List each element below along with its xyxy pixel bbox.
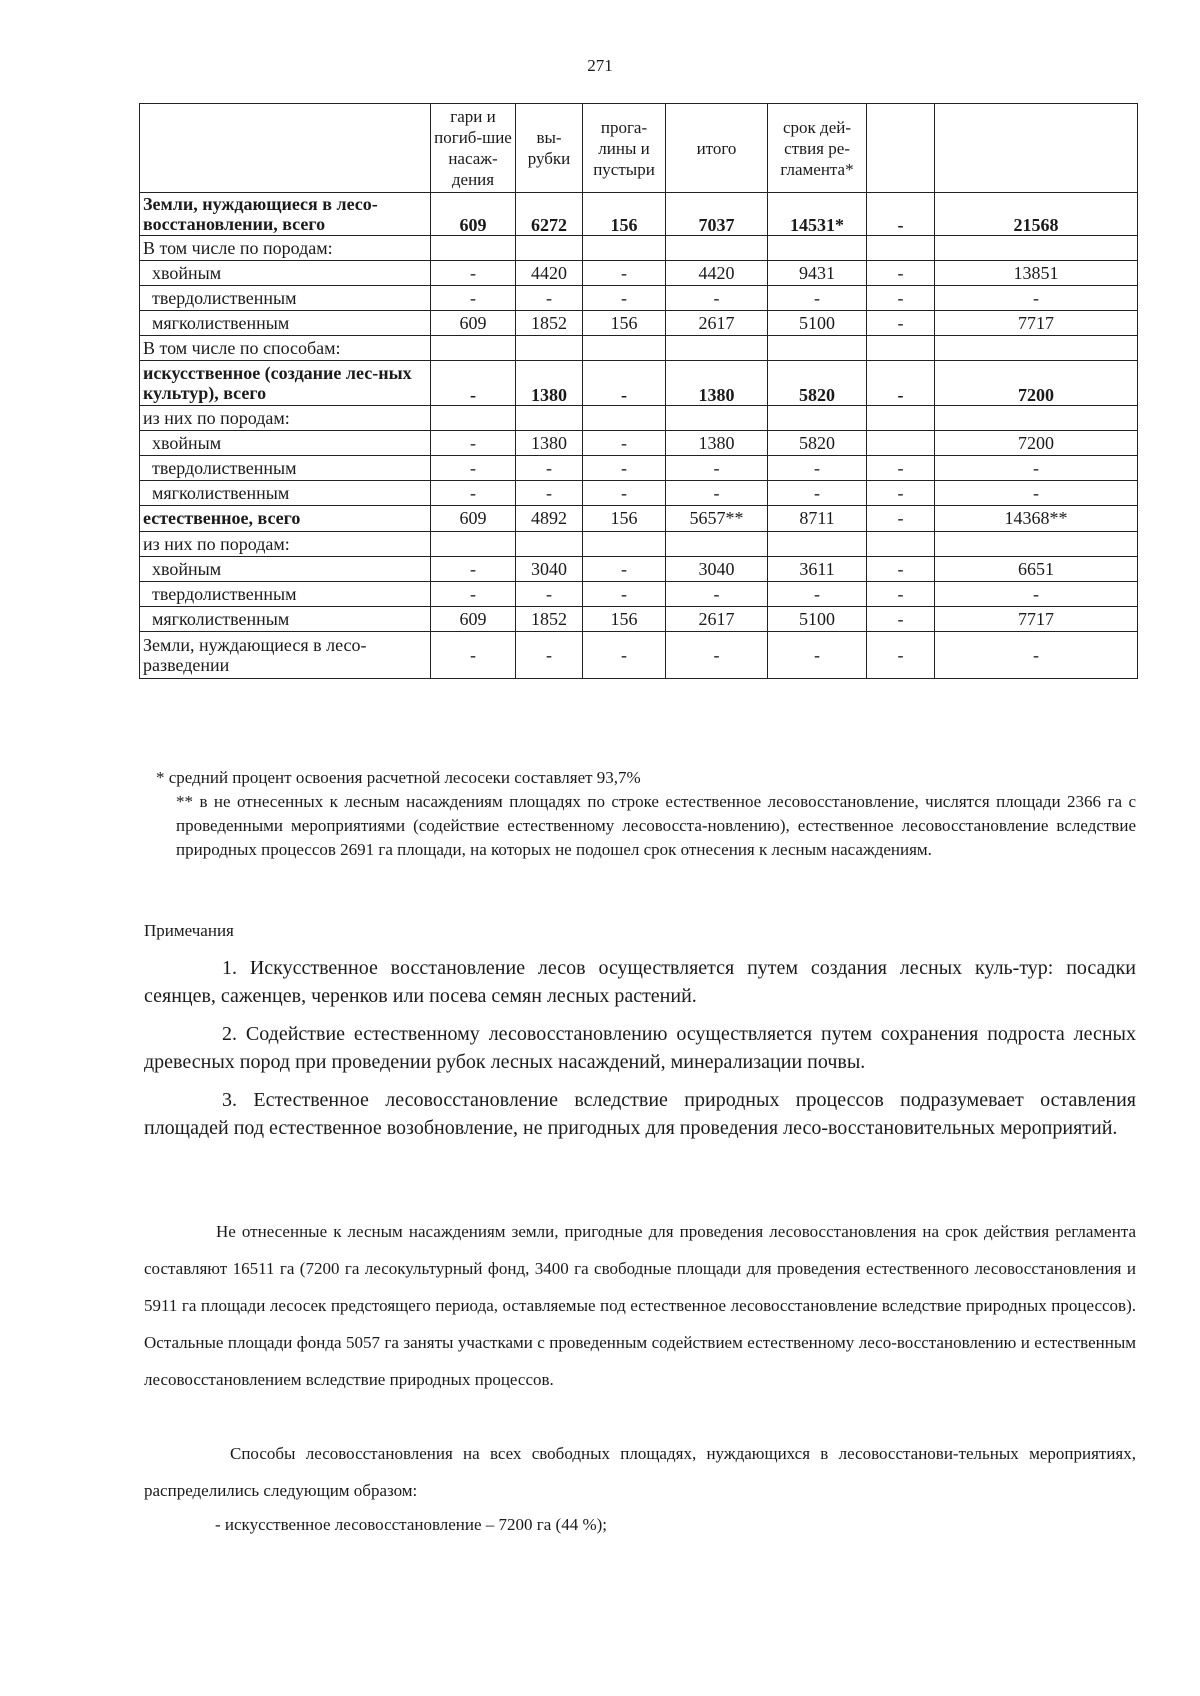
row-label: из них по породам: — [140, 406, 431, 431]
cell: - — [583, 557, 666, 582]
cell: 609 — [431, 193, 516, 236]
table-header-row — [140, 104, 1138, 193]
cell: 156 — [583, 506, 666, 532]
cell: - — [768, 632, 867, 679]
cell: - — [516, 632, 583, 679]
row-label: мягколиственным — [140, 607, 431, 632]
header-grand-total — [935, 104, 1138, 193]
header-label-cell — [140, 104, 431, 193]
cell: - — [867, 506, 935, 532]
cell: - — [935, 286, 1138, 311]
cell: - — [867, 193, 935, 236]
cell: - — [431, 431, 516, 456]
table-row-total — [140, 193, 1138, 236]
cell: - — [935, 582, 1138, 607]
cell: 7717 — [935, 607, 1138, 632]
header-fires: гари и погиб-шие насаж-дения — [431, 104, 516, 193]
row-label: мягколиственным — [140, 311, 431, 336]
header-subtotal: итого — [666, 104, 768, 193]
cell: 2617 — [666, 311, 768, 336]
footnotes — [156, 766, 1136, 862]
row-label: В том числе по породам: — [140, 236, 431, 261]
cell: - — [583, 431, 666, 456]
row-label: Земли, нуждающиеся в лесо-разведении — [140, 632, 431, 679]
table-row — [140, 431, 1138, 456]
cell: 21568 — [935, 193, 1138, 236]
header-blank — [867, 104, 935, 193]
cell: 7037 — [666, 193, 768, 236]
header-glades: прога-лины и пустыри — [583, 104, 666, 193]
cell: 7200 — [935, 361, 1138, 406]
cell: 14531* — [768, 193, 867, 236]
table-row — [140, 607, 1138, 632]
cell: - — [768, 582, 867, 607]
cell: - — [666, 456, 768, 481]
footnote-2: ** в не отнесенных к лесным насаждениям площадях по строке естественное лесовосстановление, числятся площади 2366 га с проведенными мероприятиями (содействие естественному лесовосста-новлению), естественное лесовосстановление вследствие природных процессов 2691 га площади, на которых не подошел срок отнесения к лесным насаждениям. — [176, 792, 1136, 859]
cell: - — [583, 481, 666, 506]
row-label: мягколиственным — [140, 481, 431, 506]
cell: 609 — [431, 311, 516, 336]
cell: 9431 — [768, 261, 867, 286]
cell: - — [867, 286, 935, 311]
row-label: хвойным — [140, 261, 431, 286]
table-row — [140, 286, 1138, 311]
cell: - — [583, 361, 666, 406]
cell: - — [516, 456, 583, 481]
row-label: В том числе по способам: — [140, 336, 431, 361]
cell: - — [867, 361, 935, 406]
notes-list — [144, 954, 1136, 1152]
cell: - — [666, 481, 768, 506]
cell: 5820 — [768, 431, 867, 456]
row-label: хвойным — [140, 557, 431, 582]
footnote-1: * средний процент освоения расчетной лесосеки составляет 93,7% — [156, 768, 641, 787]
table-row-species-heading — [140, 236, 1138, 261]
cell: 6272 — [516, 193, 583, 236]
cell: 14368** — [935, 506, 1138, 532]
table-row-natural — [140, 506, 1138, 532]
body-paragraph-1: Не отнесенные к лесным насаждениям земли, пригодные для проведения лесовосстановления на срок действия регламента составляют 16511 га (7200 га лесокультурный фонд, 3400 га свободные площади для проведения естественного лесовосстановления и 5911 га площади лесосек предстоящего периода, оставляемые под естественное лесовосстановление вследствие природных процессов). Остальные площади фонда 5057 га заняты участками с проведенным содействием естественному лесо-восстановлению и естественным лесовосстановлением вследствие природных процессов. — [144, 1222, 1136, 1389]
cell: - — [583, 261, 666, 286]
cell: - — [666, 632, 768, 679]
cell: - — [583, 582, 666, 607]
row-label: твердолиственным — [140, 456, 431, 481]
cell: - — [935, 632, 1138, 679]
row-label: твердолиственным — [140, 286, 431, 311]
cell: 13851 — [935, 261, 1138, 286]
bullet-item-1: - искусственное лесовосстановление – 7200 га (44 %); — [215, 1515, 608, 1534]
cell: - — [867, 456, 935, 481]
table-row-methods-heading — [140, 336, 1138, 361]
row-label: хвойным — [140, 431, 431, 456]
cell: 4892 — [516, 506, 583, 532]
cell: - — [431, 261, 516, 286]
cell: 156 — [583, 311, 666, 336]
table-row — [140, 261, 1138, 286]
cell: 156 — [583, 607, 666, 632]
cell: 5100 — [768, 311, 867, 336]
note-item-2: 2. Содействие естественному лесовосстановлению осуществляется путем сохранения подроста лесных древесных пород при проведении рубок лесных насаждений, минерализации почвы. — [144, 1023, 1136, 1073]
cell: 1852 — [516, 311, 583, 336]
row-label: Земли, нуждающиеся в лесо-восстановлении, всего — [140, 193, 431, 236]
cell: - — [431, 286, 516, 311]
cell: 4420 — [666, 261, 768, 286]
note-item-1: 1. Искусственное восстановление лесов осуществляется путем создания лесных куль-тур: посадки сеянцев, саженцев, черенков или посева семян лесных растений. — [144, 957, 1136, 1007]
cell: - — [583, 632, 666, 679]
cell: 156 — [583, 193, 666, 236]
cell: 1380 — [666, 361, 768, 406]
cell: 3040 — [666, 557, 768, 582]
cell: - — [431, 557, 516, 582]
cell: 5100 — [768, 607, 867, 632]
cell: - — [867, 607, 935, 632]
page-number: 271 — [587, 56, 613, 75]
cell: - — [768, 286, 867, 311]
cell: - — [431, 361, 516, 406]
cell: - — [867, 311, 935, 336]
cell: 1380 — [516, 431, 583, 456]
table-row — [140, 582, 1138, 607]
row-label: твердолиственным — [140, 582, 431, 607]
cell: - — [935, 456, 1138, 481]
cell: 1852 — [516, 607, 583, 632]
cell: 1380 — [516, 361, 583, 406]
body-paragraph-2: Способы лесовосстановления на всех свободных площадях, нуждающихся в лесовосстанови-тельных мероприятиях, распределились следующим образом: — [144, 1444, 1136, 1500]
row-label: естественное, всего — [140, 506, 431, 532]
table-row-artificial — [140, 361, 1138, 406]
row-label: искусственное (создание лес-ных культур), всего — [140, 361, 431, 406]
reforestation-table — [139, 103, 1138, 679]
cell: 2617 — [666, 607, 768, 632]
header-regulation-term: срок дей-ствия ре-гламента* — [768, 104, 867, 193]
cell: 7200 — [935, 431, 1138, 456]
cell: - — [666, 286, 768, 311]
table-row — [140, 481, 1138, 506]
cell: 1380 — [666, 431, 768, 456]
cell: - — [867, 481, 935, 506]
cell: - — [516, 582, 583, 607]
cell: - — [431, 582, 516, 607]
cell: 3611 — [768, 557, 867, 582]
cell: 7717 — [935, 311, 1138, 336]
note-item-3: 3. Естественное лесовосстановление вследствие природных процессов подразумевает оставления площадей под естественное возобновление, не пригодных для проведения лесо-восстановительных мероприятий. — [144, 1089, 1136, 1139]
cell: 8711 — [768, 506, 867, 532]
cell: - — [867, 582, 935, 607]
row-label: из них по породам: — [140, 532, 431, 557]
header-clearcuts: вы-рубки — [516, 104, 583, 193]
cell: - — [867, 557, 935, 582]
cell: - — [867, 261, 935, 286]
table-row — [140, 557, 1138, 582]
cell: 5657** — [666, 506, 768, 532]
table-row-afforestation — [140, 632, 1138, 679]
cell: 3040 — [516, 557, 583, 582]
cell: 6651 — [935, 557, 1138, 582]
cell: 609 — [431, 607, 516, 632]
table-row — [140, 311, 1138, 336]
table-row — [140, 456, 1138, 481]
cell: 5820 — [768, 361, 867, 406]
cell: - — [431, 481, 516, 506]
cell: - — [516, 286, 583, 311]
cell: - — [583, 456, 666, 481]
cell: - — [867, 632, 935, 679]
cell: - — [666, 582, 768, 607]
cell: - — [431, 632, 516, 679]
notes-title: Примечания — [144, 921, 234, 940]
cell: 4420 — [516, 261, 583, 286]
cell — [867, 431, 935, 456]
cell: - — [583, 286, 666, 311]
cell: - — [768, 456, 867, 481]
table-row-artificial-heading — [140, 406, 1138, 431]
cell: 609 — [431, 506, 516, 532]
cell: - — [516, 481, 583, 506]
cell: - — [431, 456, 516, 481]
table-row-natural-heading — [140, 532, 1138, 557]
cell: - — [935, 481, 1138, 506]
cell: - — [768, 481, 867, 506]
